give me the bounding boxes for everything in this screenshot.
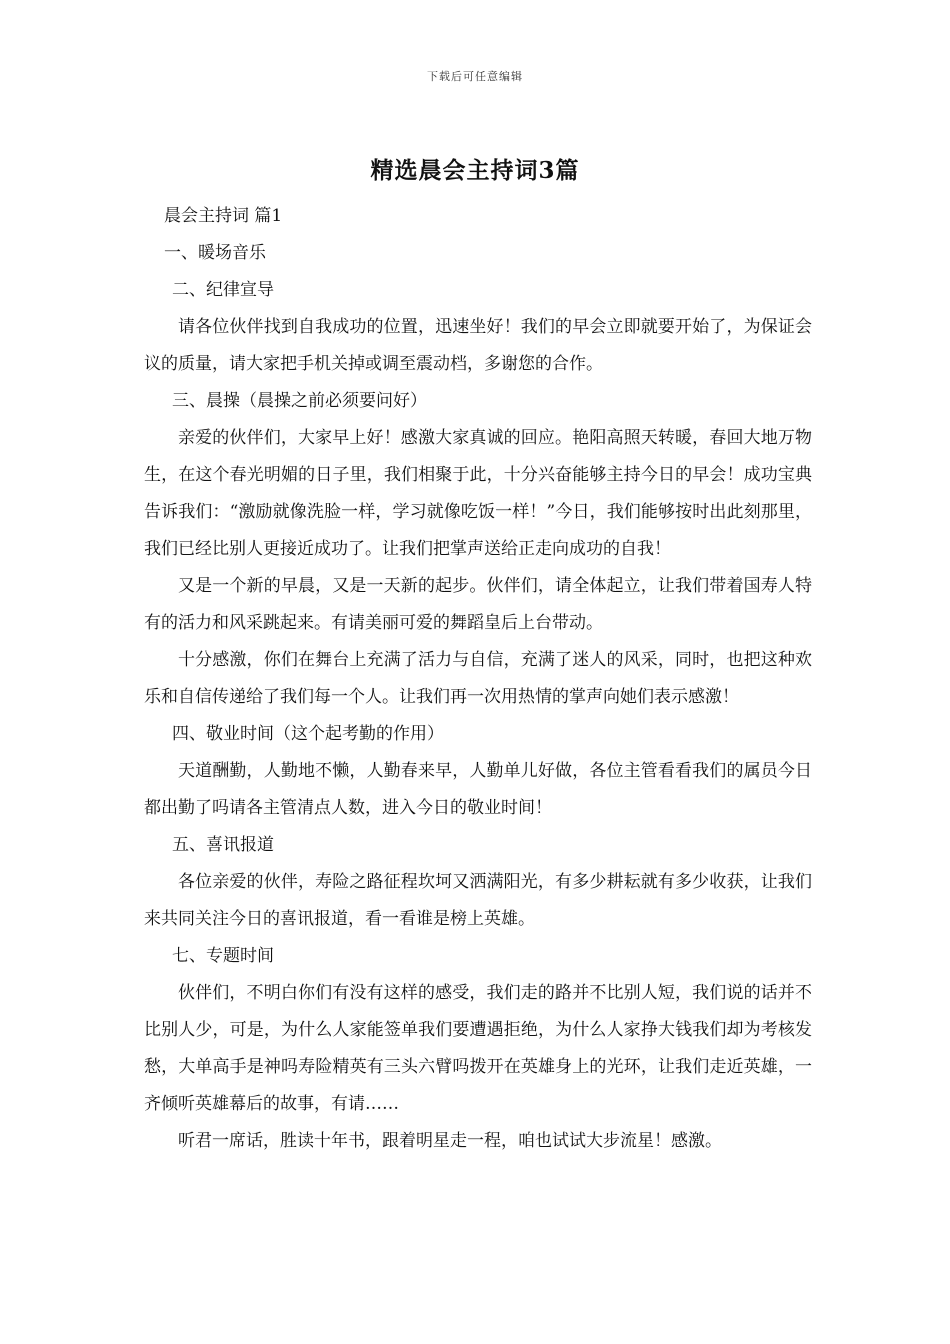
section-heading: 七、专题时间 xyxy=(172,946,274,966)
paragraph: 又是一个新的早晨，又是一天新的起步。伙伴们，请全体起立，让我们带着国寿人特有的活力和风采跳起来。有请美丽可爱的舞蹈皇后上台带动。 xyxy=(144,576,812,633)
section-heading: 四、敬业时间（这个起考勤的作用） xyxy=(172,724,444,744)
section-heading: 二、纪律宣导 xyxy=(172,280,274,300)
section-heading: 三、晨操（晨操之前必须要问好） xyxy=(172,391,427,411)
paragraph: 亲爱的伙伴们，大家早上好！感激大家真诚的回应。艳阳高照天转暖，春回大地万物生，在这个春光明媚的日子里，我们相聚于此，十分兴奋能够主持今日的早会！成功宝典告诉我们：“激励就像洗脸一样，学习就像吃饭一样！”今日，我们能够按时出此刻那里，我们已经比别人更接近成功了。让我们把掌声送给正走向成功的自我！ xyxy=(144,428,812,559)
paragraph: 伙伴们，不明白你们有没有这样的感受，我们走的路并不比别人短，我们说的话并不比别人少，可是，为什么人家能签单我们要遭遇拒绝，为什么人家挣大钱我们却为考核发愁，大单高手是神吗寿险精英有三头六臂吗拨开在英雄身上的光环，让我们走近英雄，一齐倾听英雄幕后的故事，有请…… xyxy=(144,983,812,1114)
document-subtitle: 晨会主持词 篇1 xyxy=(164,206,283,226)
header-note: 下载后可任意编辑 xyxy=(427,70,523,83)
paragraph: 天道酬勤，人勤地不懒，人勤春来早，人勤单儿好做，各位主管看看我们的属员今日都出勤了吗请各主管清点人数，进入今日的敬业时间！ xyxy=(144,761,812,818)
document-title: 精选晨会主持词3篇 xyxy=(370,157,580,184)
paragraph: 请各位伙伴找到自我成功的位置，迅速坐好！我们的早会立即就要开始了，为保证会议的质量，请大家把手机关掉或调至震动档，多谢您的合作。 xyxy=(144,317,812,374)
paragraph: 各位亲爱的伙伴，寿险之路征程坎坷又洒满阳光，有多少耕耘就有多少收获，让我们来共同关注今日的喜讯报道，看一看谁是榜上英雄。 xyxy=(144,872,812,929)
section-heading: 一、暖场音乐 xyxy=(164,243,266,263)
document-body xyxy=(144,198,812,1160)
paragraph: 十分感激，你们在舞台上充满了活力与自信，充满了迷人的风采，同时，也把这种欢乐和自信传递给了我们每一个人。让我们再一次用热情的掌声向她们表示感激！ xyxy=(144,650,812,707)
paragraph: 听君一席话，胜读十年书，跟着明星走一程，咱也试试大步流星！感激。 xyxy=(178,1131,722,1151)
section-heading: 五、喜讯报道 xyxy=(172,835,274,855)
